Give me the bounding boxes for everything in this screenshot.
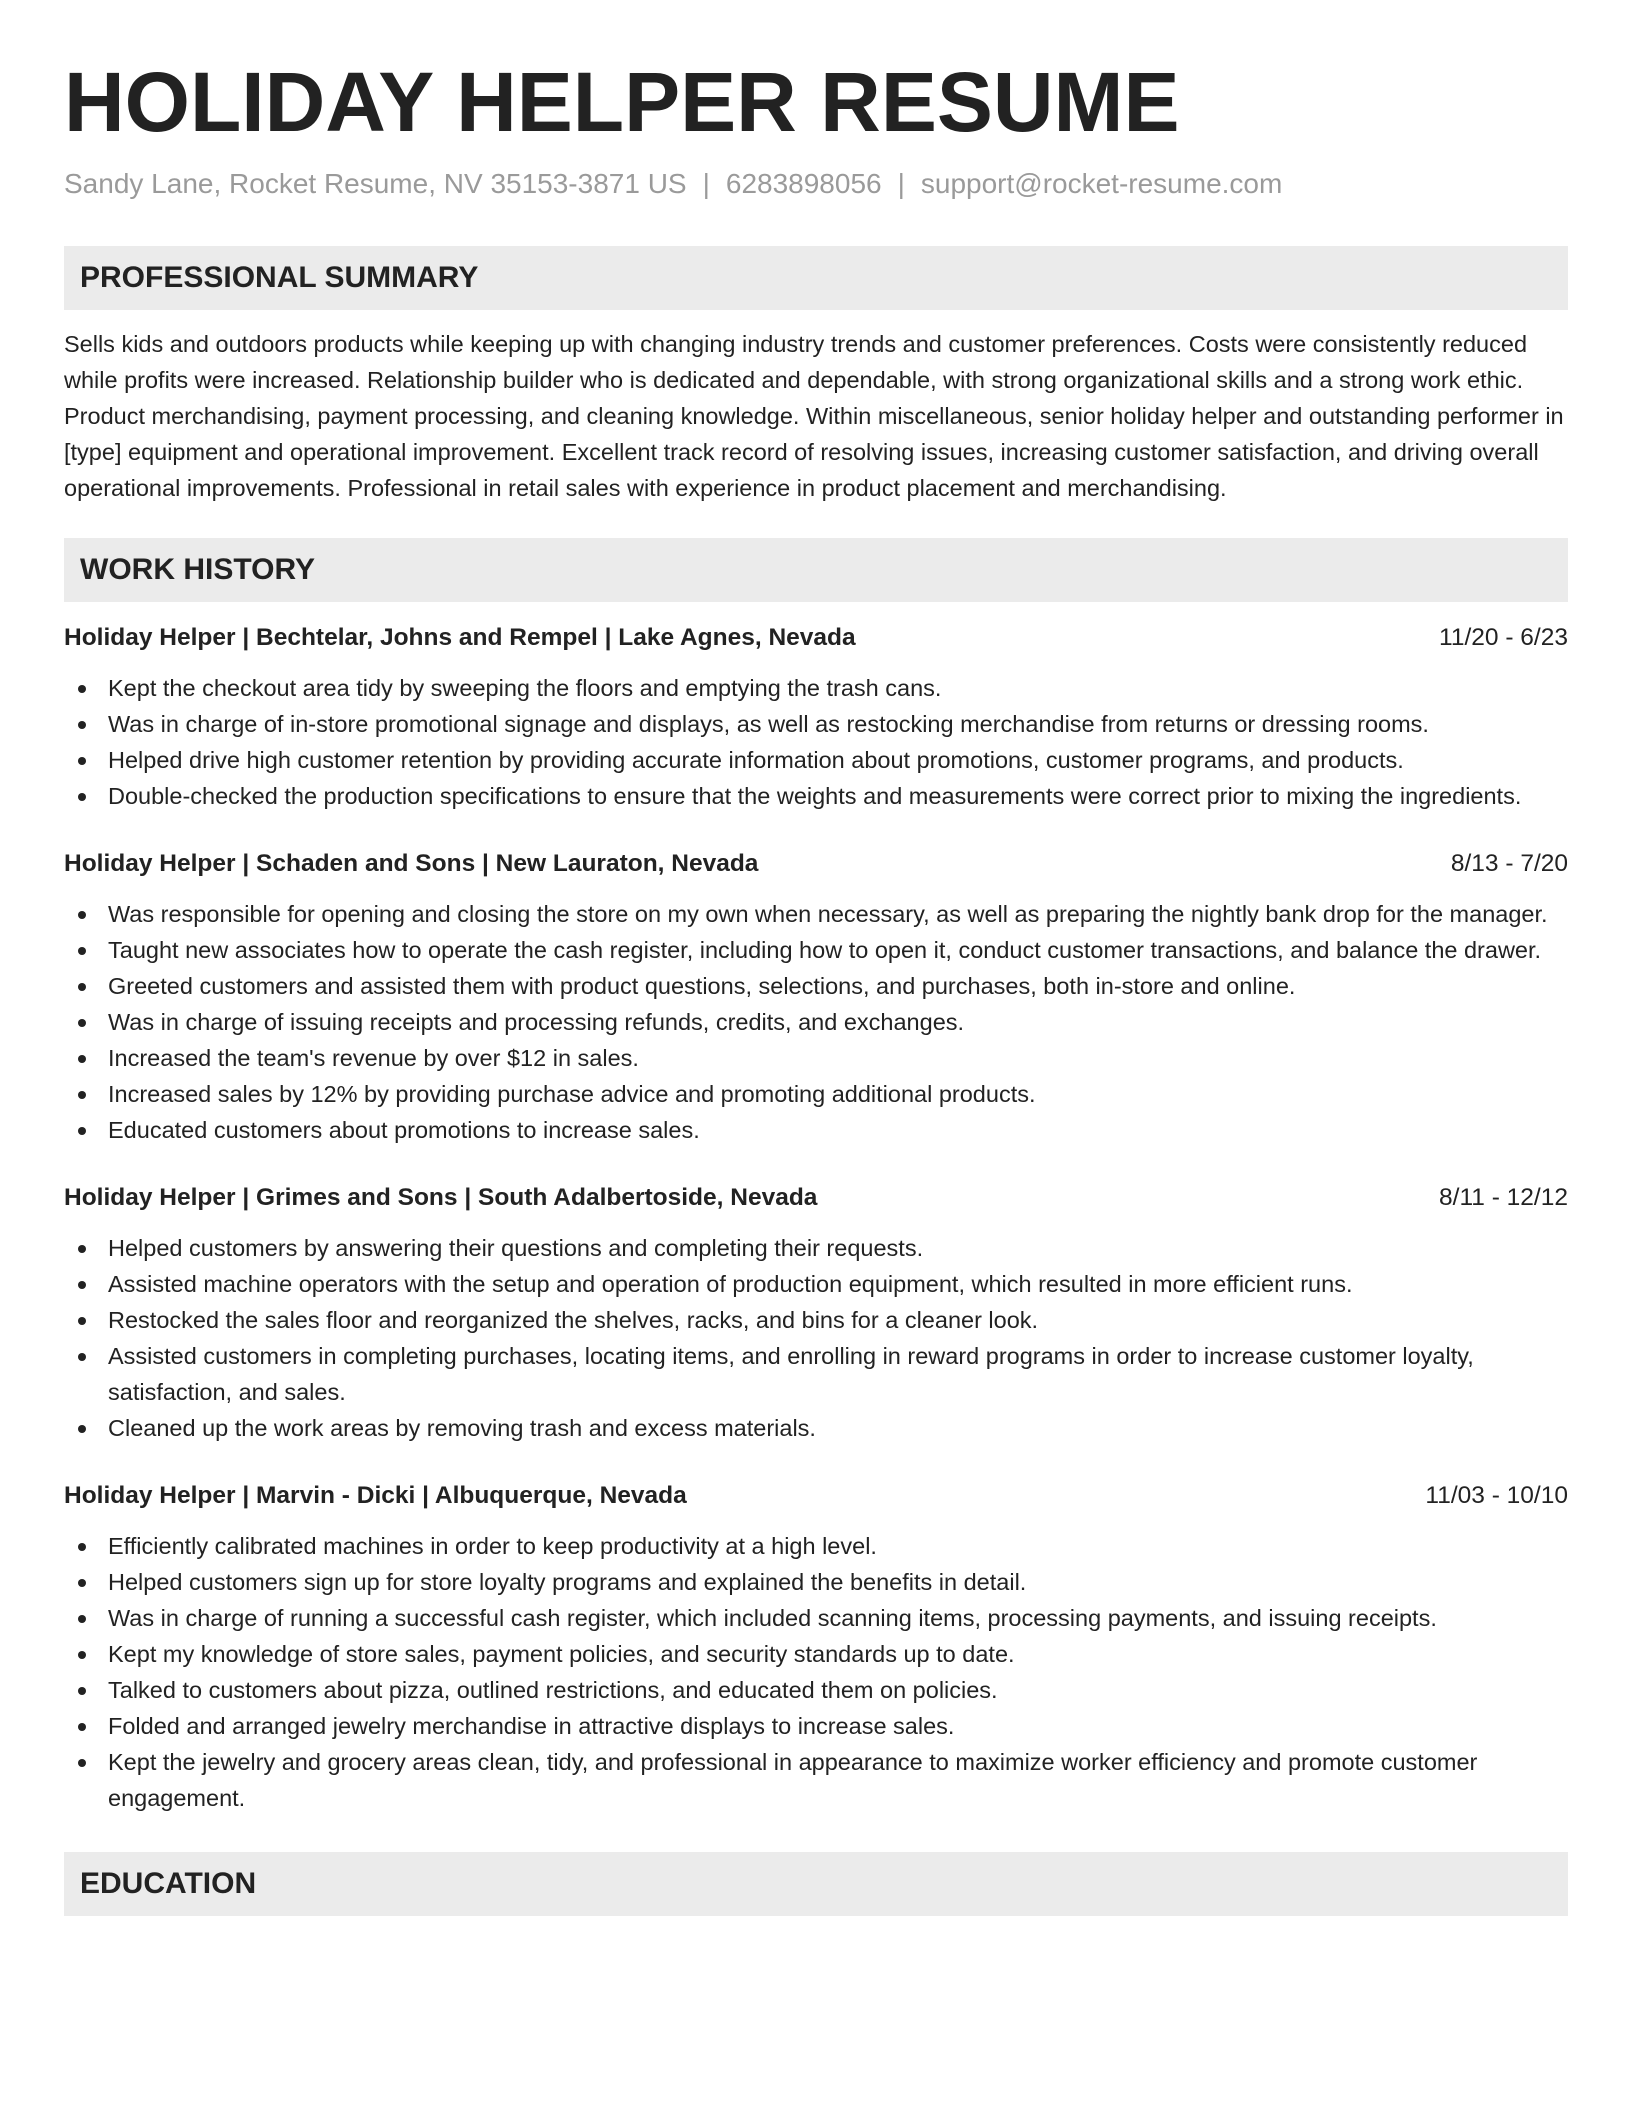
resume-title: HOLIDAY HELPER RESUME — [64, 55, 1180, 149]
job-title: Holiday Helper | Schaden and Sons | New Lauraton, Nevada — [64, 850, 759, 877]
section-title: PROFESSIONAL SUMMARY — [80, 261, 479, 294]
professional-summary-header — [64, 246, 1568, 310]
bullet-icon — [78, 1579, 86, 1587]
job-title: Holiday Helper | Bechtelar, Johns and Rempel | Lake Agnes, Nevada — [64, 624, 856, 651]
bullet-text: Assisted customers in completing purchases, locating items, and enrolling in reward programs in order to increase customer loyalty, satisfaction, and sales. — [108, 1343, 1474, 1405]
list-item — [64, 1672, 1568, 1708]
bullet-icon — [78, 947, 86, 955]
list-item — [64, 1040, 1568, 1076]
contact-address: Sandy Lane, Rocket Resume, NV 35153-3871 US — [64, 168, 687, 199]
contact-phone: 6283898056 — [725, 168, 882, 199]
contact-email: support@rocket-resume.com — [920, 168, 1283, 199]
section-title: EDUCATION — [80, 1867, 257, 1900]
list-item — [64, 742, 1568, 778]
bullet-icon — [78, 1281, 86, 1289]
bullet-icon — [78, 1723, 86, 1731]
list-item — [64, 1230, 1568, 1266]
list-item — [64, 1564, 1568, 1600]
bullet-text: Educated customers about promotions to increase sales. — [108, 1117, 700, 1143]
bullet-icon — [78, 1055, 86, 1063]
job-title: Holiday Helper | Marvin - Dicki | Albuquerque, Nevada — [64, 1482, 687, 1509]
bullet-text: Restocked the sales floor and reorganized the shelves, racks, and bins for a cleaner look. — [108, 1307, 1039, 1333]
bullet-icon — [78, 721, 86, 729]
bullet-text: Kept my knowledge of store sales, payment policies, and security standards up to date. — [108, 1641, 1015, 1667]
education-header — [64, 1852, 1568, 1916]
job-dates: 8/13 - 7/20 — [1450, 850, 1568, 877]
list-item — [64, 932, 1568, 968]
bullet-text: Folded and arranged jewelry merchandise in attractive displays to increase sales. — [108, 1713, 955, 1739]
bullet-icon — [78, 1543, 86, 1551]
list-item — [64, 706, 1568, 742]
list-item — [64, 1600, 1568, 1636]
bullet-text: Assisted machine operators with the setup and operation of production equipment, which resulted in more efficient runs. — [108, 1271, 1353, 1297]
list-item — [64, 1076, 1568, 1112]
job-dates: 8/11 - 12/12 — [1439, 1184, 1568, 1211]
bullet-text: Helped customers by answering their questions and completing their requests. — [108, 1235, 924, 1261]
bullet-text: Greeted customers and assisted them with product questions, selections, and purchases, both in-store and online. — [108, 973, 1296, 999]
job-header — [64, 1180, 1568, 1216]
bullet-icon — [78, 757, 86, 765]
bullet-icon — [78, 793, 86, 801]
bullet-icon — [78, 1127, 86, 1135]
professional-summary-text: Sells kids and outdoors products while keeping up with changing industry trends and customer preferences. Costs were consistently reduced while profits were increased. Relationship builder who is dedicated and dependable, with strong organizational skills and a strong work ethic. Product merchandising, payment processing, and cleaning knowledge. Within miscellaneous, senior holiday helper and outstanding performer in [type] equipment and operational improvement. Excellent track record of resolving issues, increasing customer satisfaction, and driving overall operational improvements. Professional in retail sales with experience in product placement and merchandising. — [64, 331, 1564, 501]
bullet-text: Talked to customers about pizza, outlined restrictions, and educated them on policies. — [108, 1677, 998, 1703]
bullet-icon — [78, 1245, 86, 1253]
job-bullet-list — [64, 670, 1568, 814]
bullet-text: Was responsible for opening and closing the store on my own when necessary, as well as preparing the nightly bank drop for the manager. — [108, 901, 1548, 927]
bullet-text: Helped customers sign up for store loyalty programs and explained the benefits in detail. — [108, 1569, 1027, 1595]
contact-separator: | — [897, 168, 905, 199]
bullet-icon — [78, 1425, 86, 1433]
list-item — [64, 1266, 1568, 1302]
bullet-icon — [78, 1353, 86, 1361]
list-item — [64, 1112, 1568, 1148]
job-entry — [64, 1180, 1568, 1446]
bullet-text: Was in charge of issuing receipts and processing refunds, credits, and exchanges. — [108, 1009, 965, 1035]
job-dates: 11/20 - 6/23 — [1439, 624, 1568, 651]
job-entry — [64, 620, 1568, 814]
bullet-text: Increased sales by 12% by providing purchase advice and promoting additional products. — [108, 1081, 1036, 1107]
list-item — [64, 1708, 1568, 1744]
bullet-text: Kept the jewelry and grocery areas clean, tidy, and professional in appearance to maximize worker efficiency and promote customer engagement. — [108, 1749, 1478, 1811]
job-bullet-list — [64, 1230, 1568, 1446]
bullet-text: Helped drive high customer retention by providing accurate information about promotions, customer programs, and products. — [108, 747, 1404, 773]
list-item — [64, 1528, 1568, 1564]
bullet-icon — [78, 911, 86, 919]
job-bullet-list — [64, 896, 1568, 1148]
bullet-icon — [78, 1317, 86, 1325]
bullet-icon — [78, 1019, 86, 1027]
list-item — [64, 778, 1568, 814]
job-title: Holiday Helper | Grimes and Sons | South Adalbertoside, Nevada — [64, 1184, 818, 1211]
bullet-text: Cleaned up the work areas by removing trash and excess materials. — [108, 1415, 816, 1441]
bullet-icon — [78, 1651, 86, 1659]
section-title: WORK HISTORY — [80, 553, 316, 586]
bullet-icon — [78, 1759, 86, 1767]
bullet-icon — [78, 1687, 86, 1695]
bullet-icon — [78, 685, 86, 693]
list-item — [64, 1338, 1568, 1410]
job-bullet-list — [64, 1528, 1568, 1816]
job-entry — [64, 846, 1568, 1148]
list-item — [64, 670, 1568, 706]
work-history-list — [64, 620, 1568, 1816]
contact-line — [64, 166, 1568, 202]
job-header — [64, 620, 1568, 656]
list-item — [64, 896, 1568, 932]
bullet-text: Efficiently calibrated machines in order to keep productivity at a high level. — [108, 1533, 877, 1559]
bullet-text: Taught new associates how to operate the cash register, including how to open it, conduct customer transactions, and balance the drawer. — [108, 937, 1542, 963]
list-item — [64, 1004, 1568, 1040]
list-item — [64, 1410, 1568, 1446]
bullet-text: Increased the team's revenue by over $12 in sales. — [108, 1045, 639, 1071]
work-history-header — [64, 538, 1568, 602]
contact-separator: | — [702, 168, 710, 199]
job-dates: 11/03 - 10/10 — [1425, 1482, 1568, 1509]
bullet-text: Was in charge of running a successful cash register, which included scanning items, processing payments, and issuing receipts. — [108, 1605, 1437, 1631]
bullet-text: Kept the checkout area tidy by sweeping the floors and emptying the trash cans. — [108, 675, 942, 701]
bullet-icon — [78, 1091, 86, 1099]
list-item — [64, 968, 1568, 1004]
list-item — [64, 1636, 1568, 1672]
job-header — [64, 846, 1568, 882]
bullet-icon — [78, 1615, 86, 1623]
bullet-text: Double-checked the production specifications to ensure that the weights and measurements were correct prior to mixing the ingredients. — [108, 783, 1522, 809]
list-item — [64, 1302, 1568, 1338]
bullet-icon — [78, 983, 86, 991]
list-item — [64, 1744, 1568, 1816]
bullet-text: Was in charge of in-store promotional signage and displays, as well as restocking merchandise from returns or dressing rooms. — [108, 711, 1429, 737]
job-entry — [64, 1478, 1568, 1816]
job-header — [64, 1478, 1568, 1514]
